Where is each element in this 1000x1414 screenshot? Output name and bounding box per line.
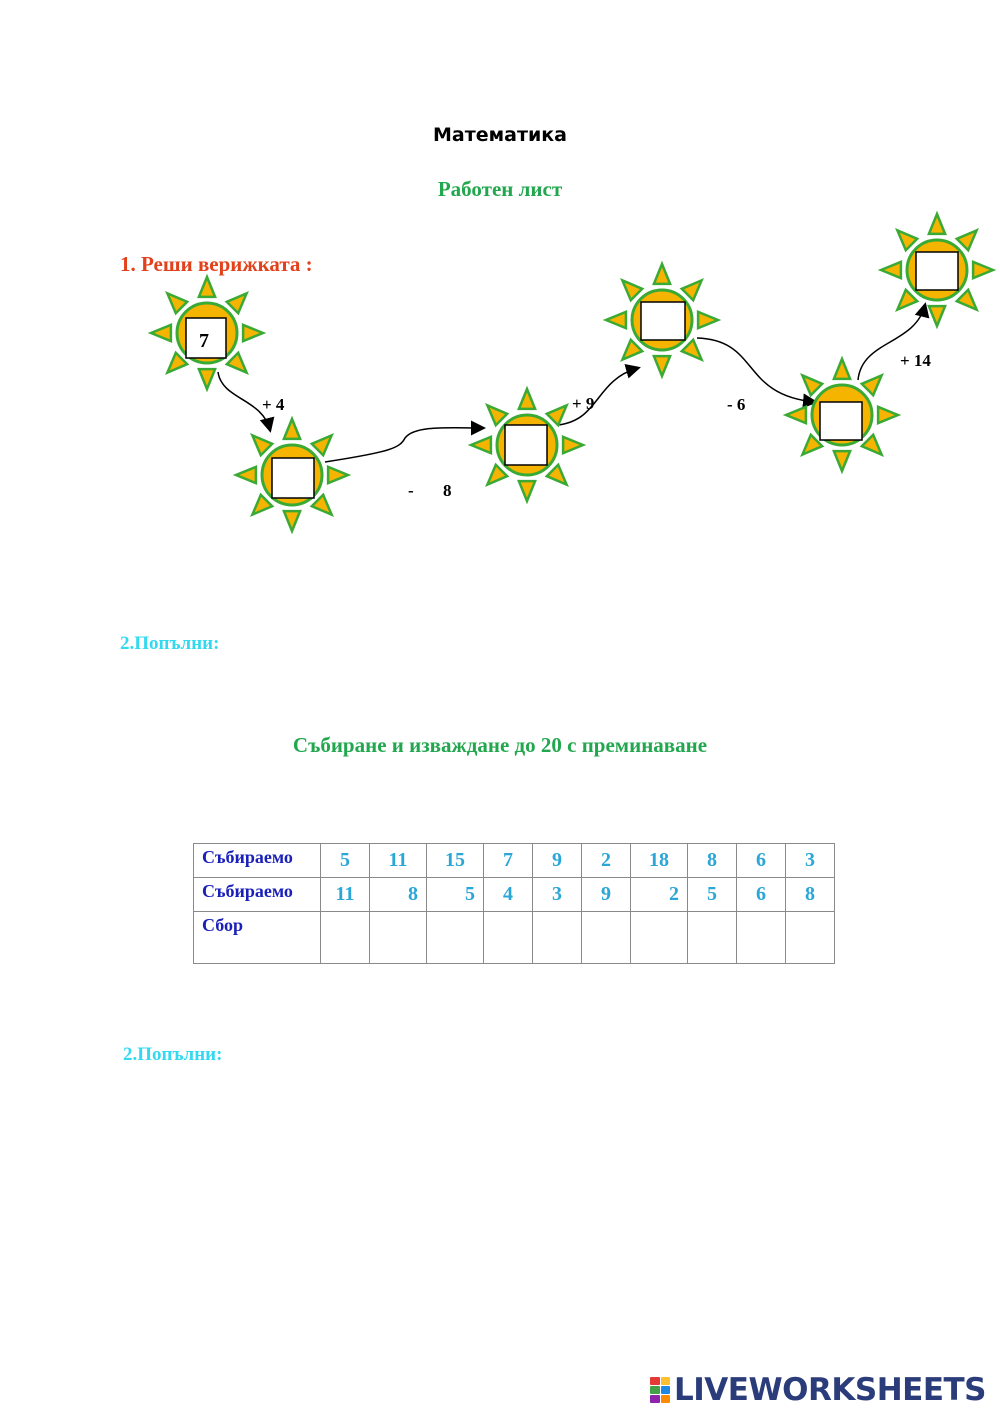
sun-ray xyxy=(929,214,945,234)
answer-box[interactable] xyxy=(916,252,958,290)
sun-ray xyxy=(862,435,882,455)
addend-cell: 8 xyxy=(370,878,427,912)
sun-ray xyxy=(227,353,247,373)
sun-ray xyxy=(654,356,670,376)
op-minus-sign: - xyxy=(408,481,414,500)
sun-ray xyxy=(471,437,491,453)
addend-cell: 5 xyxy=(688,878,737,912)
op-plus-4: + 4 xyxy=(262,395,285,414)
table-heading: Събиране и изваждане до 20 с преминаване xyxy=(292,733,708,757)
sun-ray xyxy=(606,312,626,328)
sun-ray xyxy=(802,435,822,455)
sum-answer-cell[interactable] xyxy=(786,912,835,964)
sun-ray xyxy=(698,312,718,328)
sun-ray xyxy=(622,280,642,300)
addend-cell: 11 xyxy=(321,878,370,912)
addend-cell: 8 xyxy=(786,878,835,912)
sun-ray xyxy=(236,467,256,483)
sun-ray xyxy=(199,369,215,389)
sun-4 xyxy=(606,264,718,376)
answer-box[interactable] xyxy=(272,458,314,498)
sun-ray xyxy=(654,264,670,284)
sun-ray xyxy=(622,340,642,360)
answer-box[interactable] xyxy=(820,402,862,440)
sun-ray xyxy=(682,340,702,360)
sum-answer-cell[interactable] xyxy=(484,912,533,964)
sum-answer-cell[interactable] xyxy=(533,912,582,964)
addend-cell: 5 xyxy=(427,878,484,912)
sun-ray xyxy=(167,293,187,313)
sun-ray xyxy=(878,407,898,423)
sun-ray xyxy=(563,437,583,453)
sun-3 xyxy=(471,389,583,501)
sun-6 xyxy=(881,214,993,326)
addend-cell: 2 xyxy=(631,878,688,912)
sun-ray xyxy=(957,290,977,310)
sun-ray xyxy=(682,280,702,300)
worksheet-subtitle: Работен лист xyxy=(437,177,563,201)
liveworksheets-logo xyxy=(650,1372,986,1408)
task3-label: 2.Попълни: xyxy=(123,1044,223,1065)
sun-ray xyxy=(252,495,272,515)
sun-ray xyxy=(284,419,300,439)
sun-ray xyxy=(328,467,348,483)
addend-cell: 11 xyxy=(370,844,427,878)
addend-cell: 5 xyxy=(321,844,370,878)
sun-ray xyxy=(834,451,850,471)
start-value: 7 xyxy=(199,330,209,352)
arrow-3 xyxy=(558,368,638,425)
sun-ray xyxy=(881,262,901,278)
sun-ray xyxy=(312,495,332,515)
sun-ray xyxy=(199,277,215,297)
sum-answer-cell[interactable] xyxy=(688,912,737,964)
sun-ray xyxy=(786,407,806,423)
addend-cell: 9 xyxy=(533,844,582,878)
answer-box[interactable] xyxy=(641,302,685,340)
sun-ray xyxy=(167,353,187,373)
arrow-2 xyxy=(325,428,483,462)
sun-ray xyxy=(312,435,332,455)
sun-ray xyxy=(487,465,507,485)
row-label-addend-2: Събираемо xyxy=(194,878,321,912)
answer-box[interactable] xyxy=(505,425,547,465)
task1-label: 1. Реши верижката : xyxy=(120,252,313,276)
addend-cell: 6 xyxy=(737,878,786,912)
addend-cell: 8 xyxy=(688,844,737,878)
addend-cell: 15 xyxy=(427,844,484,878)
sun-ray xyxy=(519,481,535,501)
sun-ray xyxy=(519,389,535,409)
sun-chain-diagram xyxy=(0,0,1000,560)
sun-ray xyxy=(897,290,917,310)
sun-ray xyxy=(547,405,567,425)
table-row xyxy=(194,844,835,878)
sun-ray xyxy=(802,375,822,395)
sun-5 xyxy=(786,359,898,471)
op-plus-9: + 9 xyxy=(572,394,595,413)
sun-ray xyxy=(227,293,247,313)
addend-cell: 6 xyxy=(737,844,786,878)
sun-ray xyxy=(487,405,507,425)
sun-2 xyxy=(236,419,348,531)
sun-ray xyxy=(973,262,993,278)
addend-cell: 3 xyxy=(786,844,835,878)
row-label-addend-1: Събираемо xyxy=(194,844,321,878)
arrow-4 xyxy=(697,338,815,402)
task2-label: 2.Попълни: xyxy=(120,633,220,654)
addend-cell: 9 xyxy=(582,878,631,912)
brand-name: LIVEWORKSHEETS xyxy=(674,1372,986,1408)
addend-cell: 2 xyxy=(582,844,631,878)
sun-ray xyxy=(929,306,945,326)
page-title: Математика xyxy=(432,124,568,146)
sun-ray xyxy=(957,230,977,250)
table-row xyxy=(194,878,835,912)
row-label-sum: Сбор xyxy=(194,912,321,964)
sun-ray xyxy=(243,325,263,341)
table-row xyxy=(194,912,835,964)
sun-ray xyxy=(284,511,300,531)
addend-cell: 7 xyxy=(484,844,533,878)
addend-cell: 3 xyxy=(533,878,582,912)
sum-answer-cell[interactable] xyxy=(427,912,484,964)
op-minus-6: - 6 xyxy=(727,395,746,414)
sum-answer-cell[interactable] xyxy=(321,912,370,964)
sun-ray xyxy=(862,375,882,395)
sun-ray xyxy=(151,325,171,341)
op-plus-14: + 14 xyxy=(900,351,931,370)
sum-answer-cell[interactable] xyxy=(582,912,631,964)
sun-ray xyxy=(897,230,917,250)
sun-ray xyxy=(834,359,850,379)
sum-answer-cell[interactable] xyxy=(370,912,427,964)
addend-cell: 4 xyxy=(484,878,533,912)
sum-answer-cell[interactable] xyxy=(737,912,786,964)
sum-answer-cell[interactable] xyxy=(631,912,688,964)
sun-ray xyxy=(547,465,567,485)
op-minus-8: 8 xyxy=(443,481,452,500)
liveworksheets-mark-icon xyxy=(650,1377,670,1403)
addend-cell: 18 xyxy=(631,844,688,878)
sun-1 xyxy=(151,277,263,389)
addition-table xyxy=(193,843,835,964)
sun-ray xyxy=(252,435,272,455)
